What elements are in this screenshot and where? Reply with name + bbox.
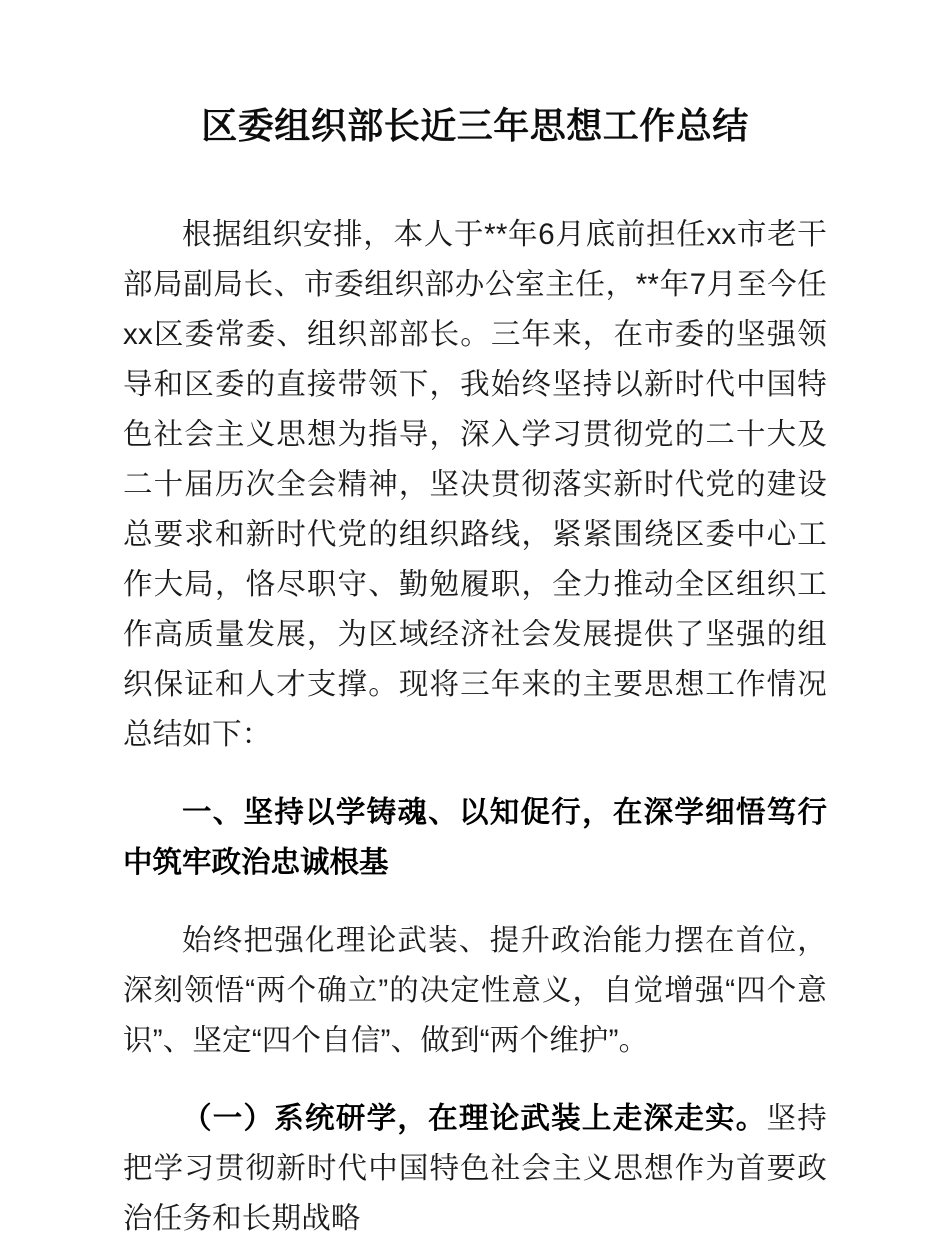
document-body — [123, 148, 827, 1244]
paragraph-theory-arming: 始终把强化理论武装、提升政治能力摆在首位，深刻领悟“两个确立”的决定性意义，自觉增强“四个意识”、坚定“四个自信”、做到“两个维护”。 — [123, 924, 827, 1057]
page-title: 区委组织部长近三年思想工作总结 — [201, 105, 749, 146]
subsection-heading-1: （一）系统研学，在理论武装上走深走实。 — [182, 1102, 767, 1135]
paragraph-intro: 根据组织安排，本人于**年6月底前担任xx市老干部局副局长、市委组织部办公室主任，**年7月至今任xx区委常委、组织部部长。三年来，在市委的坚强领导和区委的直接带领下，我始终坚持以新时代中国特色社会主义思想为指导，深入学习贯彻党的二十大及二十届历次全会精神，坚决贯彻落实新时代党的建设总要求和新时代党的组织路线，紧紧围绕区委中心工作大局，恪尽职守、勤勉履职，全力推动全区组织工作高质量发展，为区域经济社会发展提供了坚强的组织保证和人才支撑。现将三年来的主要思想工作情况总结如下： — [123, 218, 827, 751]
section-heading-1: 一、坚持以学铸魂、以知促行，在深学细悟笃行中筑牢政治忠诚根基 — [123, 796, 827, 879]
subsection-body-1: 坚持把学习贯彻新时代中国特色社会主义思想作为首要政治任务和长期战略 — [123, 1102, 827, 1235]
paragraph-subsection-1 — [123, 1094, 827, 1244]
